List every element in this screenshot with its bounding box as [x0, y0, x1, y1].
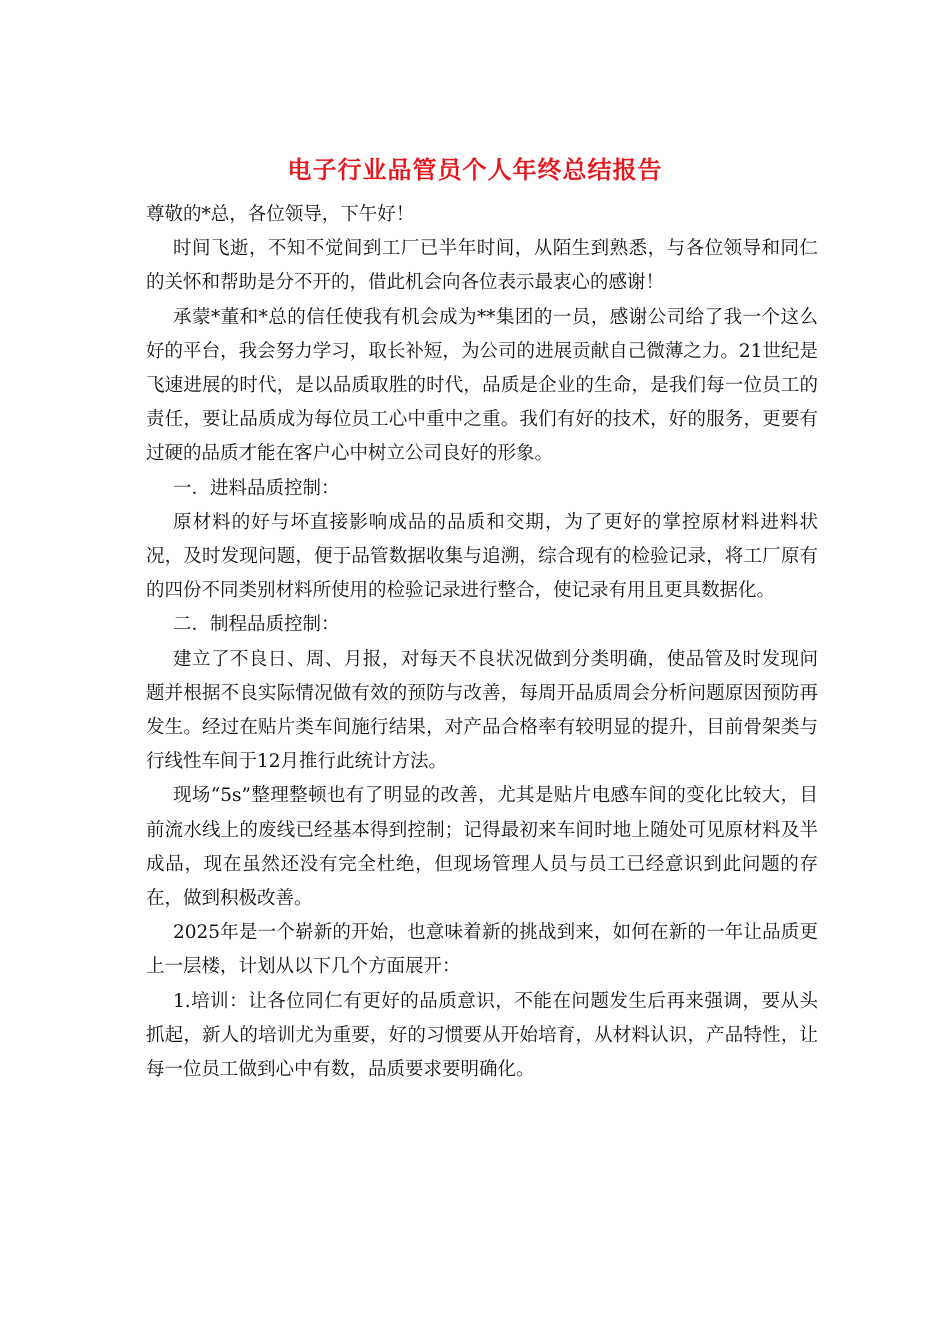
- training-paragraph: 1.培训：让各位同仁有更好的品质意识，不能在问题发生后再来强调，要从头抓起，新人的培训尤为重要，好的习惯要从开始培育，从材料认识，产品特性，让每一位员工做到心中有数，品质要求要明确化。: [146, 990, 818, 1081]
- document-title: 电子行业品管员个人年终总结报告: [287, 155, 663, 184]
- incoming-quality-paragraph: 原材料的好与坏直接影响成品的品质和交期，为了更好的掌控原材料进料状况，及时发现问题，便于品管数据收集与追溯，综合现有的检验记录，将工厂原有的四份不同类别材料所使用的检验记录进行整合，使记录有用且更具数据化。: [146, 511, 818, 602]
- mission-paragraph: 承蒙*董和*总的信任使我有机会成为**集团的一员，感谢公司给了我一个这么好的平台，我会努力学习，取长补短，为公司的进展贡献自己微薄之力。21世纪是飞速进展的时代，是以品质取胜的时代，品质是企业的生命，是我们每一位员工的责任，要让品质成为每位员工心中重中之重。我们有好的技术，好的服务，更要有过硬的品质才能在客户心中树立公司良好的形象。: [146, 306, 818, 465]
- plan-paragraph: 2025年是一个崭新的开始，也意味着新的挑战到来，如何在新的一年让品质更上一层楼，计划从以下几个方面展开：: [146, 922, 818, 978]
- intro-paragraph: 时间飞逝，不知不觉间到工厂已半年时间，从陌生到熟悉，与各位领导和同仁的关怀和帮助是分不开的，借此机会向各位表示最衷心的感谢！: [146, 238, 818, 294]
- 5s-paragraph: 现场“5s”整理整顿也有了明显的改善，尤其是贴片电感车间的变化比较大，目前流水线上的废线已经基本得到控制；记得最初来车间时地上随处可见原材料及半成品，现在虽然还没有完全杜绝，但现场管理人员与员工已经意识到此问题的存在，做到积极改善。: [146, 785, 818, 910]
- document-body: [146, 198, 818, 1087]
- section-heading-process-quality: 二．制程品质控制：: [173, 614, 340, 636]
- section-heading-incoming-quality: 一．进料品质控制：: [173, 477, 340, 499]
- greeting-paragraph: 尊敬的*总，各位领导，下午好！: [146, 204, 415, 225]
- process-quality-paragraph: 建立了不良日、周、月报，对每天不良状况做到分类明确，使品管及时发现问题并根据不良实际情况做有效的预防与改善，每周开品质周会分析问题原因预防再发生。经过在贴片类车间施行结果，对产品合格率有较明显的提升，目前骨架类与行线性车间于12月推行此统计方法。: [146, 648, 818, 773]
